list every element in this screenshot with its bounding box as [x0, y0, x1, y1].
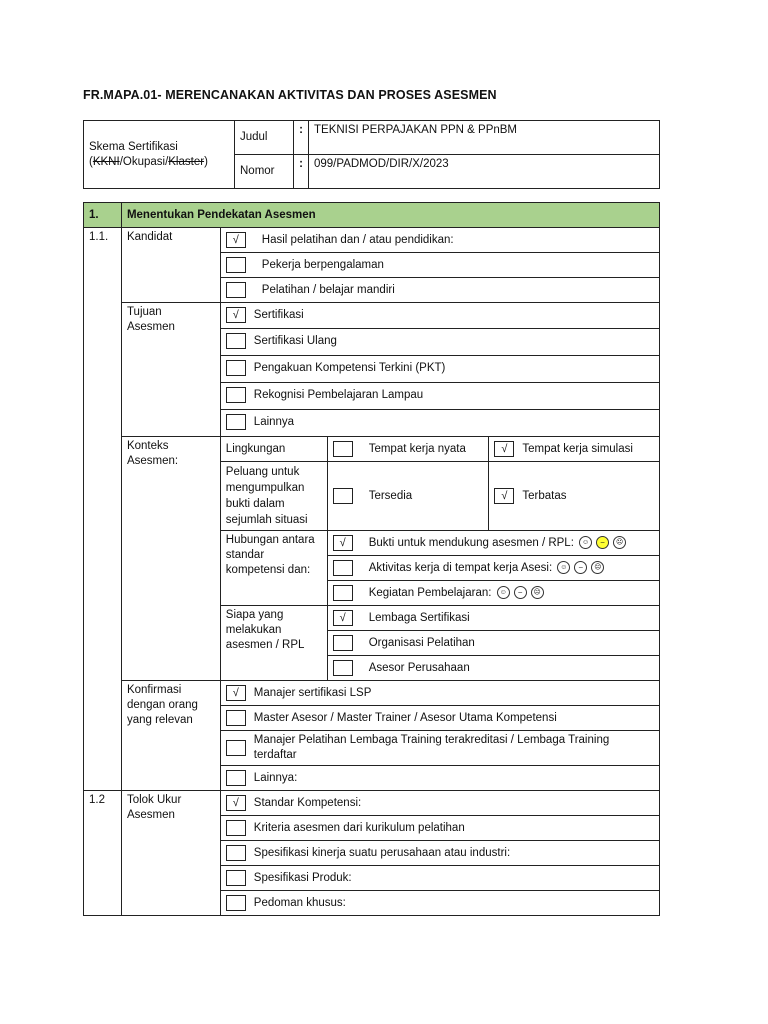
sad-face-icon[interactable]: ☹ [591, 561, 604, 574]
lingkungan-label: Lingkungan [220, 437, 327, 462]
checkbox[interactable]: √ [494, 488, 514, 504]
checkbox[interactable] [226, 360, 246, 376]
skema-label-line2: (KKNI/Okupasi/Klaster) [89, 155, 208, 168]
option-row: √ Hasil pelatihan dan / atau pendidikan: [226, 230, 654, 250]
checkbox[interactable]: √ [333, 535, 353, 551]
checkbox[interactable]: √ [494, 441, 514, 457]
tolok-ukur-label: Tolok Ukur Asesmen [121, 791, 220, 916]
skema-label-line1: Skema Sertifikasi [89, 140, 178, 153]
checkbox[interactable] [226, 710, 246, 726]
neutral-face-icon[interactable]: – [574, 561, 587, 574]
checkbox[interactable] [226, 870, 246, 886]
checkbox[interactable] [333, 660, 353, 676]
checkbox[interactable] [226, 387, 246, 403]
checkbox[interactable]: √ [226, 795, 246, 811]
nomor-value: 099/PADMOD/DIR/X/2023 [309, 155, 660, 189]
section-number: 1. [84, 203, 122, 228]
sad-face-icon[interactable]: ☹ [531, 586, 544, 599]
peluang-label: Peluang untuk mengumpulkan bukti dalam sejumlah situasi [220, 462, 327, 531]
neutral-face-icon[interactable]: – [596, 536, 609, 549]
checkbox[interactable]: √ [333, 610, 353, 626]
skema-label [84, 121, 235, 189]
colon: : [294, 121, 309, 155]
checkbox[interactable] [226, 333, 246, 349]
siapa-label: Siapa yang melakukan asesmen / RPL [220, 606, 327, 681]
checkbox[interactable]: √ [226, 232, 246, 248]
judul-value: TEKNISI PERPAJAKAN PPN & PPnBM [309, 121, 660, 155]
smile-face-icon[interactable]: ☺ [579, 536, 592, 549]
neutral-face-icon[interactable]: – [514, 586, 527, 599]
sad-face-icon[interactable]: ☹ [613, 536, 626, 549]
checkbox[interactable] [226, 820, 246, 836]
checkbox[interactable] [226, 845, 246, 861]
checkbox[interactable] [333, 560, 353, 576]
checkbox[interactable] [226, 257, 246, 273]
checkbox[interactable] [333, 441, 353, 457]
subsection-number: 1.1. [84, 228, 122, 791]
section-title: Menentukan Pendekatan Asesmen [121, 203, 659, 228]
page-title: FR.MAPA.01- MERENCANAKAN AKTIVITAS DAN PROSES ASESMEN [83, 88, 497, 102]
checkbox[interactable] [226, 414, 246, 430]
checkbox[interactable]: √ [226, 685, 246, 701]
judul-label: Judul [235, 121, 294, 155]
nomor-label: Nomor [235, 155, 294, 189]
assessment-approach-table: 1. Menentukan Pendekatan Asesmen 1.1. Kandidat √ Hasil pelatihan dan / atau pendidikan: Pekerja berpengalaman Pelatihan / belajar mandiri Tujuan Asesmen √ Sertifikasi Sertifikasi Ulang Pengakuan Kompetensi Terkini (PKT) Rekognisi Pembelajaran Lampau Lainnya Konteks Asesmen: Lingkungan Tempat kerja nyata √ Tempat kerja simulasi Peluang untuk mengumpulkan bukti dalam sejumlah situasi Tersedia √ Terbatas Hubungan antara standar kompetensi dan: √ Bukti untuk mendukung asesmen / RPL: ☺ – ☹ Aktivitas kerja di tempat kerja Asesi: ☺ – ☹ Kegiatan Pembelajaran: ☺ – ☹ Siapa yang melakukan asesmen / RPL √ Lembaga Sertifikasi Organisasi Pelatihan Asesor Perusahaan Konfirmasi dengan orang yang relevan √ Manajer sertifikasi LSP Master Asesor / Master Trainer / Asesor Utama Kompetensi Manajer Pelatihan Lembaga Training terakreditasi / Lembaga Training terdaftar Lainnya: 1.2 Tolok Ukur Asesmen √ Standar Kompetensi: Kriteria asesmen dari kurikulum pelatihan Spesifikasi kinerja suatu perusahaan atau industri: Spesifikasi Produk: Pedoman khusus: [83, 202, 660, 916]
checkbox[interactable] [226, 770, 246, 786]
konteks-label: Konteks Asesmen: [121, 437, 220, 681]
konfirmasi-label: Konfirmasi dengan orang yang relevan [121, 681, 220, 791]
checkbox[interactable] [226, 740, 246, 756]
checkbox[interactable]: √ [226, 307, 246, 323]
checkbox[interactable] [333, 488, 353, 504]
subsection-number: 1.2 [84, 791, 122, 916]
checkbox[interactable] [226, 282, 246, 298]
checkbox[interactable] [333, 585, 353, 601]
kandidat-label: Kandidat [121, 228, 220, 303]
checkbox[interactable] [333, 635, 353, 651]
smile-face-icon[interactable]: ☺ [497, 586, 510, 599]
checkbox[interactable] [226, 895, 246, 911]
colon: : [294, 155, 309, 189]
hubungan-label: Hubungan antara standar kompetensi dan: [220, 531, 327, 606]
tujuan-label: Tujuan Asesmen [121, 303, 220, 437]
smile-face-icon[interactable]: ☺ [557, 561, 570, 574]
scheme-header-table [83, 120, 660, 189]
